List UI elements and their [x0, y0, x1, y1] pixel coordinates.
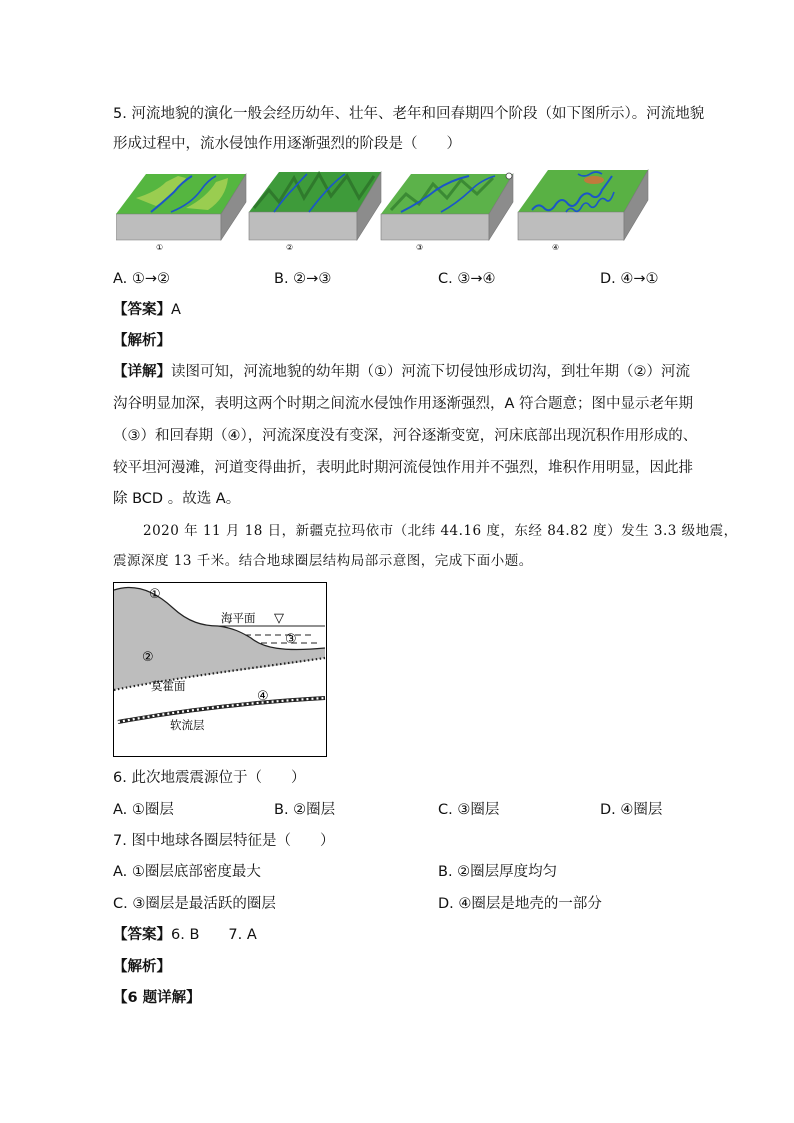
q5-detail-line2: 沟谷明显加深，表明这两个时期之间流水侵蚀作用逐渐强烈，A 符合题意；图中显示老年期 [113, 396, 694, 412]
q5-stem-line1: 5. 河流地貌的演化一般会经历幼年、壮年、老年和回春期四个阶段（如下图所示）。河流地貌 [113, 106, 705, 122]
q5-detail-line5: 除 BCD 。故选 A。 [113, 491, 241, 507]
q5-option-d: D. ④→① [600, 271, 659, 287]
q7-stem: 7. 图中地球各圈层特征是（ ） [113, 833, 335, 849]
q5-detail-text1: 读图可知，河流地貌的幼年期（①）河流下切侵蚀形成切沟，到壮年期（②）河流 [171, 364, 690, 380]
q7-option-b: B. ②圈层厚度均匀 [438, 864, 558, 880]
q7-option-d: D. ④圈层是地壳的一部分 [438, 896, 602, 912]
label-c3: ③ [285, 632, 297, 647]
sea-level-symbol: ▽ [274, 611, 284, 626]
river-stages-figure [116, 168, 656, 256]
label-c1: ① [149, 587, 161, 602]
q5-answer [113, 300, 181, 320]
q5-detail-line4: 较平坦河漫滩，河道变得曲折，表明此时期河流侵蚀作用并不强烈，堆积作用明显，因此排 [113, 460, 693, 476]
q6-stem: 6. 此次地震震源位于（ ） [113, 770, 306, 786]
q7-option-c: C. ③圈层是最活跃的圈层 [113, 896, 276, 912]
label-asthenosphere: 软流层 [170, 718, 205, 732]
stage-label-3: ③ [416, 243, 424, 252]
q5-detail-line1 [113, 362, 690, 382]
label-c4: ④ [257, 689, 269, 704]
q5-analysis-tag: 【解析】 [113, 333, 171, 349]
stage-1-block [116, 174, 246, 240]
q5-answer-tag: 【答案】 [113, 302, 171, 318]
q5-option-b: B. ②→③ [274, 271, 332, 287]
q6-option-c: C. ③圈层 [438, 802, 500, 818]
q5-detail-tag: 【详解】 [113, 364, 171, 380]
intro-line1: 2020 年 11 月 18 日，新疆克拉玛依市（北纬 44.16 度，东经 84.82 度）发生 3.3 级地震， [143, 523, 738, 539]
q67-analysis-tag: 【解析】 [113, 959, 171, 975]
q6-option-a: A. ①圈层 [113, 802, 174, 818]
q5-option-a: A. ①→② [113, 271, 171, 287]
stage-label-2: ② [286, 243, 294, 252]
stage-4-block [518, 170, 648, 240]
q5-option-c: C. ③→④ [438, 271, 496, 287]
label-c2: ② [142, 650, 154, 665]
stage-2-block [249, 172, 381, 240]
q67-answer-value: 6. B 7. A [171, 927, 257, 943]
q6-option-b: B. ②圈层 [274, 802, 336, 818]
q5-stem-line2: 形成过程中，流水侵蚀作用逐渐强烈的阶段是（ ） [113, 136, 461, 152]
stage-label-1: ① [156, 243, 164, 252]
label-moho: 莫霍面 [151, 679, 186, 693]
stage-3-block [381, 173, 513, 240]
label-sea-level: 海平面 [221, 611, 256, 625]
q67-answer-tag: 【答案】 [113, 927, 171, 943]
q67-answer [113, 925, 257, 945]
earth-layers-figure [113, 582, 327, 757]
q5-answer-value: A [171, 302, 181, 318]
q6-option-d: D. ④圈层 [600, 802, 663, 818]
q7-option-a: A. ①圈层底部密度最大 [113, 864, 261, 880]
intro-line2: 震源深度 13 千米。结合地球圈层结构局部示意图，完成下面小题。 [113, 553, 533, 569]
stage-label-4: ④ [552, 243, 560, 252]
q6-detail-tag: 【6 题详解】 [113, 990, 201, 1006]
q5-detail-line3: （③）和回春期（④），河流深度没有变深，河谷逐渐变宽，河床底部出现沉积作用形成的、 [113, 428, 698, 444]
